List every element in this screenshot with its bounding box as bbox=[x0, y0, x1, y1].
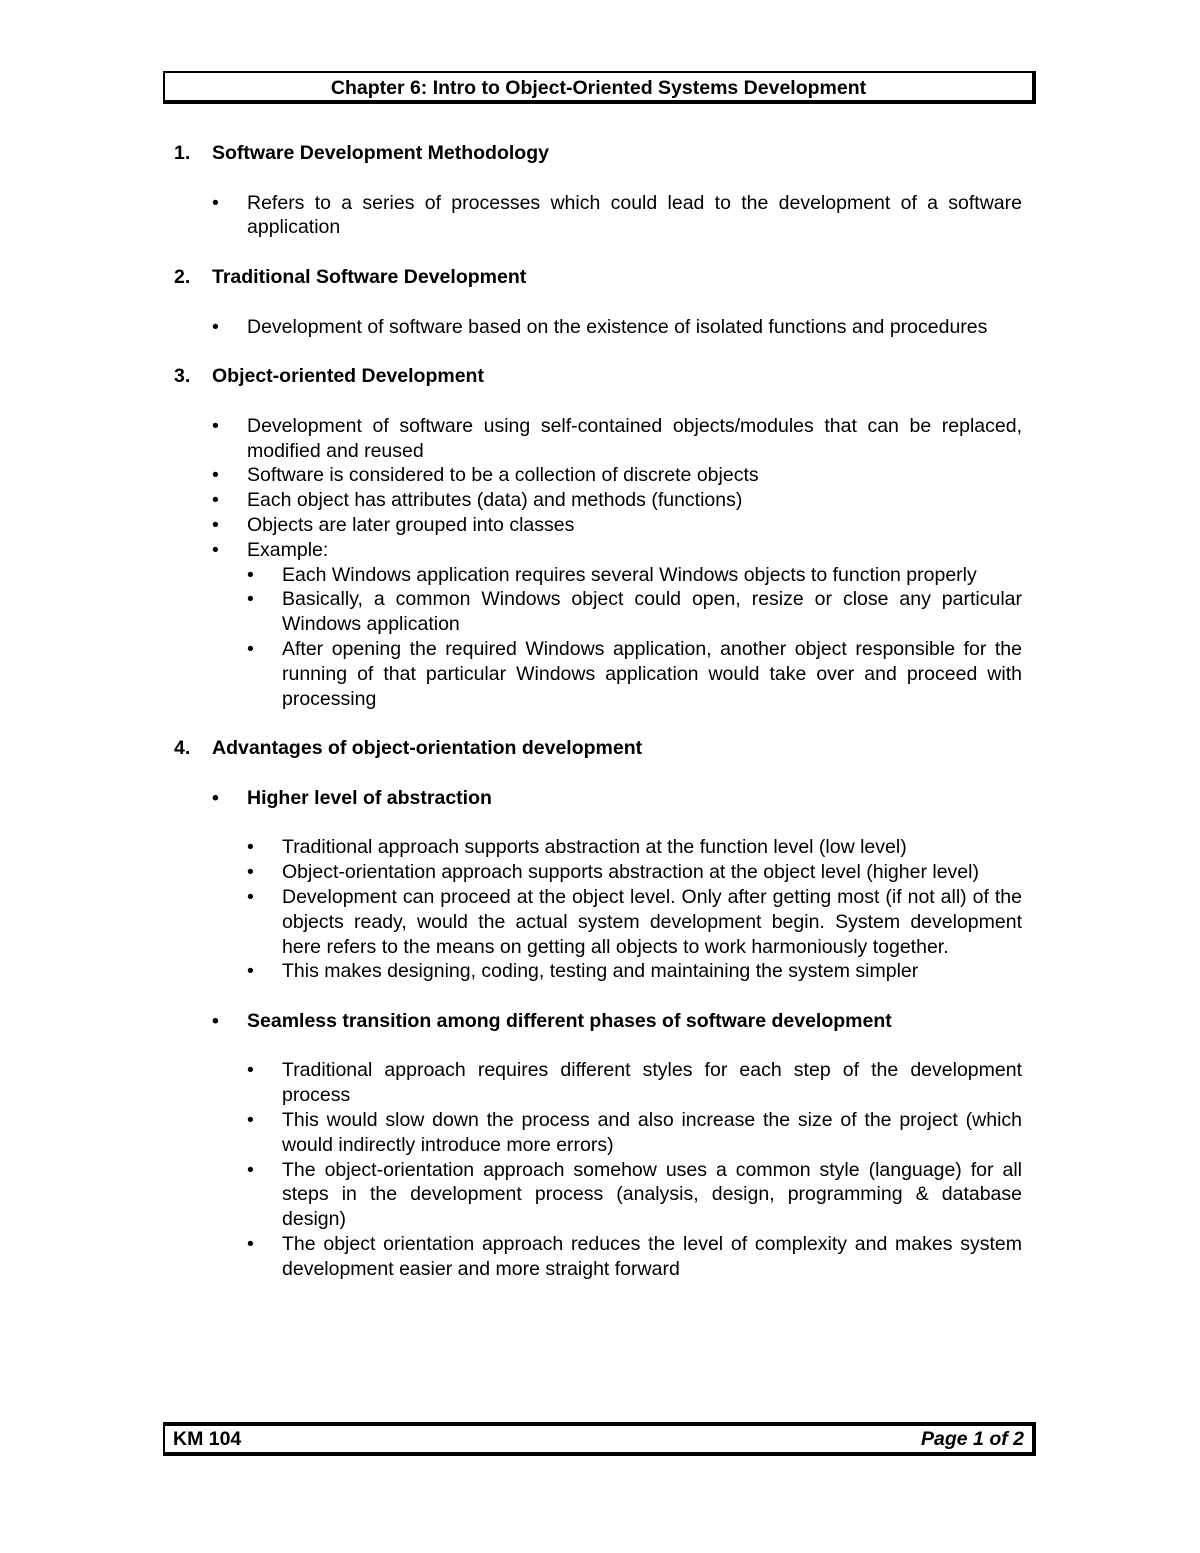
section-number: 3. bbox=[174, 365, 191, 388]
subsection-1-list bbox=[247, 835, 1022, 984]
bullet-icon: • bbox=[247, 1109, 254, 1132]
list-item: • Refers to a series of processes which could lead to the development of a software application bbox=[212, 191, 1022, 239]
example-list bbox=[247, 563, 1022, 712]
section-3-list bbox=[212, 414, 1022, 563]
section-number: 4. bbox=[174, 737, 191, 760]
bullet-icon: • bbox=[247, 861, 254, 884]
list-item: • Each object has attributes (data) and methods (functions) bbox=[212, 489, 743, 512]
bullet-icon: • bbox=[212, 538, 219, 561]
bullet-icon: • bbox=[212, 513, 219, 536]
bullet-icon: • bbox=[212, 315, 219, 338]
chapter-title: Chapter 6: Intro to Object-Oriented Systems Development bbox=[330, 77, 867, 99]
section-3-heading bbox=[174, 364, 1022, 389]
bullet-icon: • bbox=[247, 885, 254, 908]
list-item: • Traditional approach requires different styles for each step of the development process bbox=[247, 1059, 1022, 1107]
list-item: • The object orientation approach reduces the level of complexity and makes system development easier and more straight forward bbox=[247, 1233, 1022, 1280]
page-number: Page 1 of 2 bbox=[921, 1428, 1024, 1450]
document-body bbox=[174, 141, 1022, 1282]
list-item: • This makes designing, coding, testing and maintaining the system simpler bbox=[247, 960, 919, 983]
section-title: Object-oriented Development bbox=[212, 365, 484, 388]
bullet-icon: • bbox=[212, 489, 219, 512]
bullet-icon: • bbox=[247, 588, 254, 611]
list-item: • Object-orientation approach supports abstraction at the object level (higher level) bbox=[247, 861, 979, 884]
bullet-icon: • bbox=[212, 464, 219, 487]
subsection-2-list bbox=[247, 1058, 1022, 1281]
course-code: KM 104 bbox=[173, 1428, 242, 1450]
subsection-1-heading bbox=[212, 786, 1022, 811]
list-item: • Each Windows application requires several Windows objects to function properly bbox=[247, 563, 977, 586]
bullet-icon: • bbox=[212, 1009, 219, 1032]
bullet-icon: • bbox=[212, 786, 219, 809]
section-1-list bbox=[212, 191, 1022, 241]
bullet-icon: • bbox=[247, 1158, 254, 1181]
bullet-icon: • bbox=[247, 836, 254, 859]
section-title: Traditional Software Development bbox=[212, 265, 527, 288]
document-header bbox=[163, 71, 1036, 104]
subsection-2-heading bbox=[212, 1009, 1022, 1034]
list-item: • After opening the required Windows application, another object responsible for the running of that particular Windows application would take over and proceed with processing bbox=[247, 637, 1022, 710]
bullet-icon: • bbox=[247, 637, 254, 660]
bullet-icon: • bbox=[212, 191, 219, 214]
list-item: • Objects are later grouped into classes bbox=[212, 513, 575, 536]
bullet-icon: • bbox=[247, 1059, 254, 1082]
section-1-heading bbox=[174, 141, 1022, 166]
list-item: • Higher level of abstraction bbox=[212, 786, 492, 809]
section-number: 2. bbox=[174, 265, 191, 288]
bullet-icon: • bbox=[247, 1233, 254, 1256]
bullet-icon: • bbox=[247, 563, 254, 586]
list-item: • This would slow down the process and also increase the size of the project (which would indirectly introduce more errors) bbox=[247, 1109, 1022, 1156]
list-item: • Traditional approach supports abstraction at the function level (low level) bbox=[247, 836, 907, 859]
list-item: • Development can proceed at the object level. Only after getting most (if not all) of the objects ready, would the actual system development begin. System development here refers to the means on getting all objects to work harmoniously together. bbox=[247, 885, 1022, 958]
section-4-heading bbox=[174, 736, 1022, 761]
list-item: • Basically, a common Windows object could open, resize or close any particular Windows application bbox=[247, 588, 1022, 636]
list-item: • The object-orientation approach somehow uses a common style (language) for all steps in the development process (analysis, design, programming & database design) bbox=[247, 1158, 1022, 1231]
list-item: • Development of software using self-contained objects/modules that can be replaced, modified and reused bbox=[212, 414, 1022, 462]
list-item: • Seamless transition among different phases of software development bbox=[212, 1009, 892, 1032]
bullet-icon: • bbox=[247, 960, 254, 983]
section-2-list bbox=[212, 315, 1022, 340]
section-title: Advantages of object-orientation development bbox=[212, 737, 643, 760]
document-footer bbox=[163, 1422, 1036, 1456]
section-title: Software Development Methodology bbox=[212, 142, 549, 164]
list-item: • Example: bbox=[212, 538, 329, 561]
section-2-heading bbox=[174, 265, 1022, 290]
list-item: • Software is considered to be a collection of discrete objects bbox=[212, 464, 759, 487]
section-number: 1. bbox=[174, 142, 191, 164]
bullet-icon: • bbox=[212, 414, 219, 437]
list-item: • Development of software based on the existence of isolated functions and procedures bbox=[212, 315, 988, 338]
